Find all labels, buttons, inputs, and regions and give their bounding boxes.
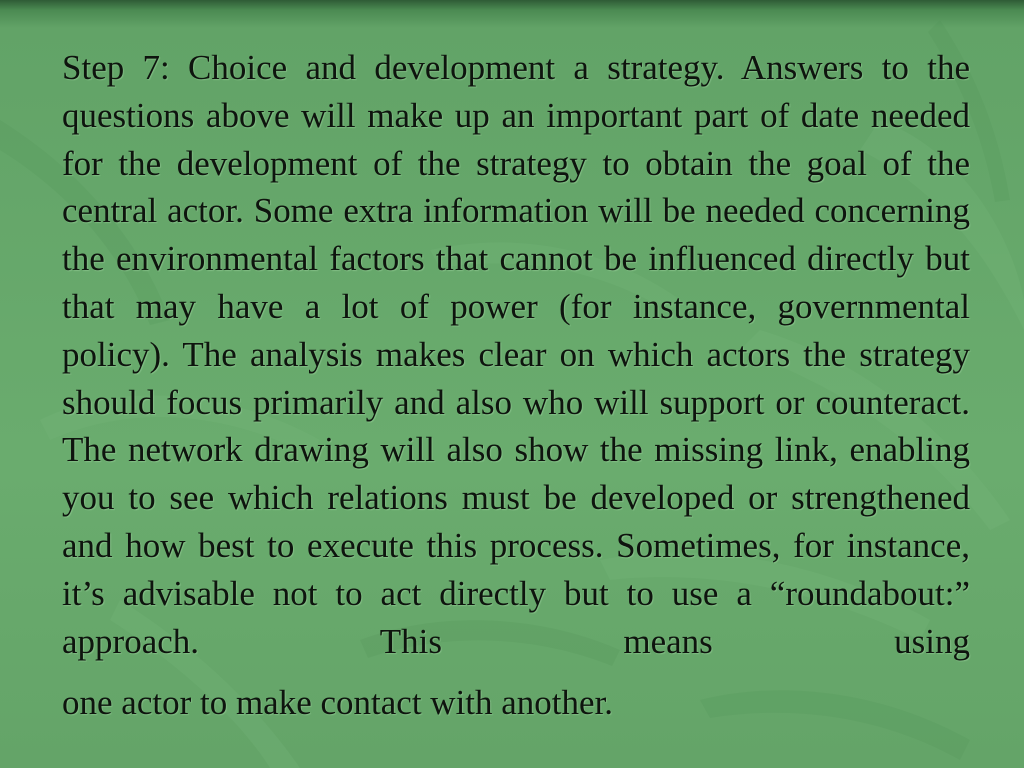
paragraph-last-line: one actor to make contact with another. bbox=[62, 683, 614, 723]
slide-body-text bbox=[62, 44, 970, 727]
paragraph-text: Step 7: Choice and development a strategy. Answers to the questions above will make up an important part of date needed for the development of the strategy to obtain the goal of the central actor. Some extra information will be needed concerning the environmental factors that cannot be influenced directly but that may have a lot of power (for instance, governmental policy). The analysis makes clear on which actors the strategy should focus primarily and also who will support or counteract. The network drawing will also show the missing link, enabling you to see which relations must be developed or strengthened and how best to execute this process. Sometimes, for instance, it’s advisable not to act directly but to use a “roundabout:” approach. This means using bbox=[62, 48, 970, 661]
